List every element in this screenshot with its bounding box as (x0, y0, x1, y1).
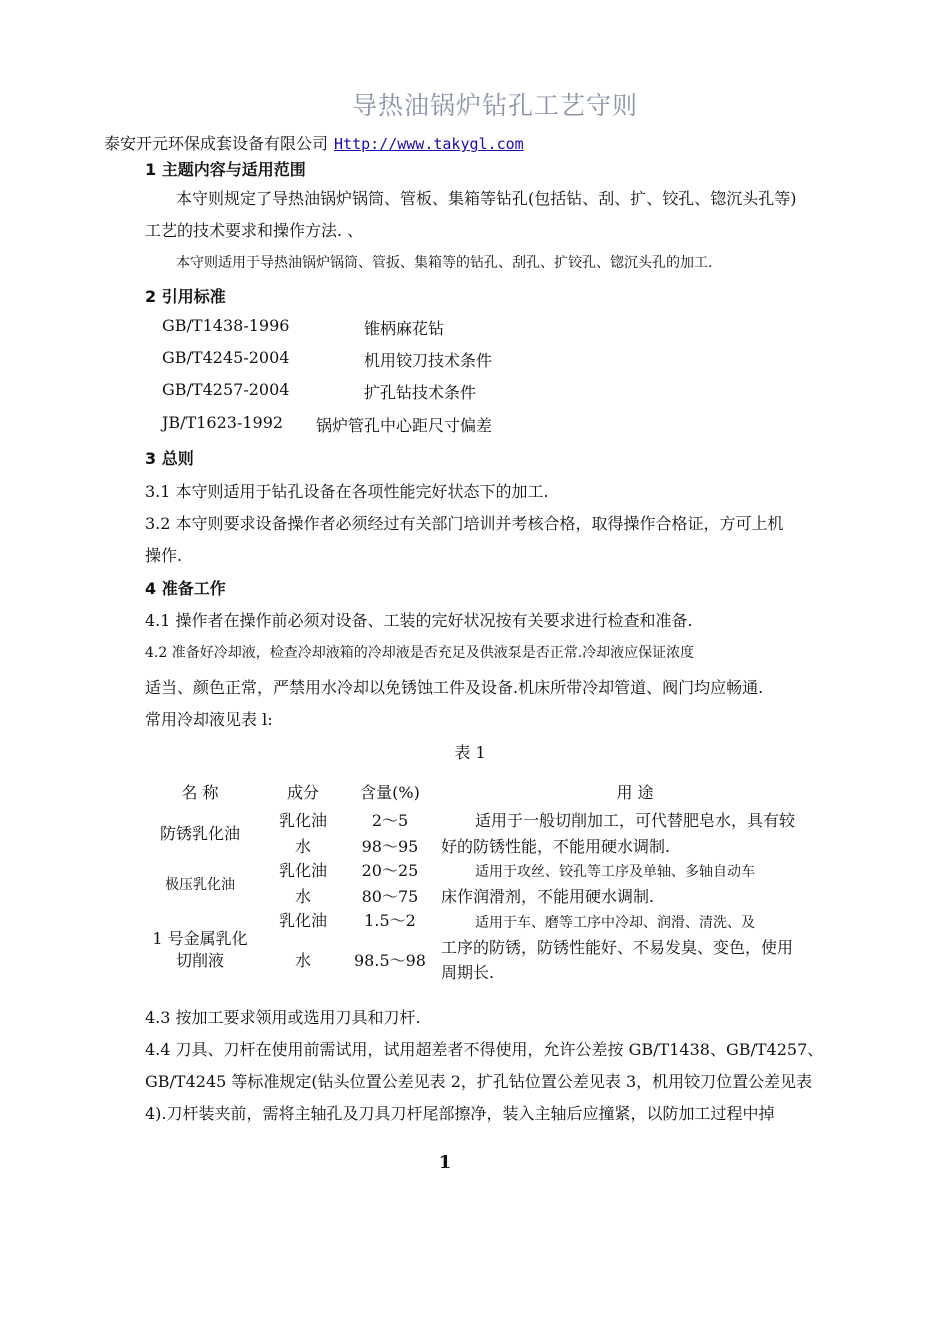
section-1-heading: 1 主题内容与适用范围 (145, 160, 306, 179)
page-number: 1 (438, 1152, 452, 1173)
table-cell-component: 乳化油 (278, 861, 327, 880)
section-3-2b: 操作. (145, 546, 183, 565)
table-cell-content: 98.5～98 (354, 951, 426, 970)
section-4-2a: 4.2 准备好冷却液，检查冷却液箱的冷却液是否充足及供液泵是否正常.冷却液应保证浓度 (145, 645, 695, 661)
table-row-name: 切削液 (175, 951, 224, 970)
table-cell-use: 适用于车、磨等工序中冷却、润滑、清洗、及 (475, 915, 755, 931)
standard-code: GB/T1438-1996 (162, 316, 290, 335)
table-caption: 表 1 (454, 743, 486, 762)
website-link[interactable]: Http://www.takygl.com (334, 135, 524, 153)
section-4-4b: GB/T4245 等标准规定(钻头位置公差见表 2，扩孔钻位置公差见表 3，机用铰刀位置公差见表 (145, 1072, 813, 1091)
table-cell-use: 好的防锈性能，不能用硬水调制. (441, 837, 671, 856)
table-cell-use: 适用于一般切削加工，可代替肥皂水，具有较 (475, 811, 796, 830)
section-4-2c: 常用冷却液见表 l: (145, 710, 273, 729)
section-1-para-2: 本守则适用于导热油锅炉锅筒、管扳、集箱等的钻孔、刮孔、扩铰孔、锪沉头孔的加工. (176, 255, 713, 271)
standard-name: 扩孔钻技术条件 (364, 383, 477, 402)
table-header-use: 用 途 (616, 783, 654, 802)
section-3-heading: 3 总则 (145, 449, 194, 468)
table-row-name: 1 号金属乳化 (152, 929, 248, 948)
section-4-2b: 适当、颜色正常，严禁用水冷却以免锈蚀工件及设备.机床所带冷却管道、阀门均应畅通. (145, 678, 764, 697)
table-cell-component: 水 (294, 837, 311, 856)
table-cell-use: 床作润滑剂，不能用硬水调制. (441, 887, 655, 906)
standard-code: GB/T4257-2004 (162, 380, 290, 399)
table-cell-component: 乳化油 (278, 811, 327, 830)
section-4-heading: 4 准备工作 (145, 579, 226, 598)
section-4-4c: 4).刀杆装夹前，需将主轴孔及刀具刀杆尾部擦净，装入主轴后应撞紧，以防加工过程中掉 (145, 1104, 775, 1123)
document-title: 导热油锅炉钻孔工艺守则 (351, 91, 638, 120)
section-1-para-1a: 本守则规定了导热油锅炉锅筒、管板、集箱等钻孔(包括钻、刮、扩、铰孔、锪沉头孔等) (176, 189, 797, 208)
table-cell-content: 2～5 (371, 811, 409, 830)
table-cell-component: 水 (294, 887, 311, 906)
section-3-2a: 3.2 本守则要求设备操作者必须经过有关部门培训并考核合格，取得操作合格证，方可上机 (145, 514, 784, 533)
table-cell-component: 水 (294, 951, 311, 970)
table-cell-component: 乳化油 (278, 911, 327, 930)
table-cell-use: 工序的防锈，防锈性能好、不易发臭、变色，使用 (441, 938, 794, 957)
section-4-1: 4.1 操作者在操作前必须对设备、工装的完好状况按有关要求进行检查和准备. (145, 611, 693, 630)
standard-code: JB/T1623-1992 (162, 413, 284, 432)
company-name: 泰安开元环保成套设备有限公司 (104, 134, 329, 153)
section-2-heading: 2 引用标准 (145, 287, 226, 306)
section-3-1: 3.1 本守则适用于钻孔设备在各项性能完好状态下的加工. (145, 482, 549, 501)
table-cell-content: 98～95 (361, 837, 419, 856)
table-row-name: 极压乳化油 (165, 877, 235, 893)
table-header-component: 成分 (286, 783, 319, 802)
section-4-3: 4.3 按加工要求领用或选用刀具和刀杆. (145, 1008, 421, 1027)
table-cell-content: 1.5～2 (364, 911, 416, 930)
section-1-para-1b: 工艺的技术要求和操作方法. 、 (145, 221, 364, 240)
table-header-name: 名 称 (181, 783, 219, 802)
table-cell-use: 适用于攻丝、铰孔等工序及单轴、多轴自动车 (475, 864, 755, 880)
section-4-4a: 4.4 刀具、刀杆在使用前需试用，试用超差者不得使用，允许公差按 GB/T1438、GB/T4257、 (145, 1040, 824, 1059)
company-line (104, 131, 524, 154)
table-header-content: 含量(%) (360, 783, 420, 802)
standard-code: GB/T4245-2004 (162, 348, 290, 367)
standard-name: 锥柄麻花钻 (364, 319, 445, 338)
standard-name: 机用铰刀技术条件 (364, 351, 493, 370)
table-cell-content: 20～25 (361, 861, 419, 880)
table-cell-content: 80～75 (361, 887, 419, 906)
standard-name: 锅炉管孔中心距尺寸偏差 (316, 416, 493, 435)
table-cell-use: 周期长. (441, 963, 495, 982)
table-row-name: 防锈乳化油 (159, 824, 240, 843)
